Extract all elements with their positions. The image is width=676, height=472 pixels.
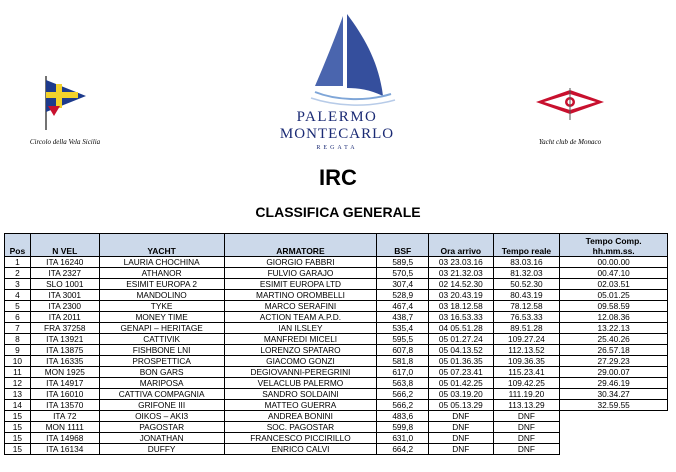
cell-pos: 9 <box>5 345 31 356</box>
cell-nvel: ITA 2327 <box>30 268 99 279</box>
cell-bsf: 535,4 <box>377 323 429 334</box>
cell-comp: 09.58.59 <box>560 301 668 312</box>
cell-yacht: ATHANOR <box>99 268 224 279</box>
cell-comp: 00.00.00 <box>560 257 668 268</box>
cell-reale: 81.32.03 <box>493 268 560 279</box>
cell-nvel: ITA 3001 <box>30 290 99 301</box>
cell-yacht: PAGOSTAR <box>99 422 224 433</box>
table-row <box>5 444 668 455</box>
table-row <box>5 411 668 422</box>
cell-arrivo: DNF <box>429 433 494 444</box>
cell-armatore: VELACLUB PALERMO <box>224 378 377 389</box>
header-pos: Pos <box>5 234 31 257</box>
cell-comp: 32.59.55 <box>560 400 668 411</box>
cell-comp: 25.40.26 <box>560 334 668 345</box>
cell-armatore: GIACOMO GONZI <box>224 356 377 367</box>
cell-arrivo: 05 01.42.25 <box>429 378 494 389</box>
cell-nvel: ITA 72 <box>30 411 99 422</box>
cell-arrivo: 03 21.32.03 <box>429 268 494 279</box>
cell-reale: 78.12.58 <box>493 301 560 312</box>
cell-armatore: MANFREDI MICELI <box>224 334 377 345</box>
cell-armatore: DEGIOVANNI-PEREGRINI <box>224 367 377 378</box>
cell-pos: 15 <box>5 433 31 444</box>
yacht-club-monaco-burgee-icon <box>530 84 610 124</box>
cell-yacht: FISHBONE LNI <box>99 345 224 356</box>
cell-pos: 7 <box>5 323 31 334</box>
header-tempo-comp <box>560 234 668 257</box>
cell-arrivo: 05 04.13.52 <box>429 345 494 356</box>
cell-comp <box>560 444 668 455</box>
cell-nvel: ITA 16240 <box>30 257 99 268</box>
cell-yacht: LAURIA CHOCHINA <box>99 257 224 268</box>
cell-armatore: FRANCESCO PICCIRILLO <box>224 433 377 444</box>
cell-comp: 05.01.25 <box>560 290 668 301</box>
cell-bsf: 599,8 <box>377 422 429 433</box>
cell-pos: 12 <box>5 378 31 389</box>
cell-bsf: 438,7 <box>377 312 429 323</box>
cell-arrivo: DNF <box>429 422 494 433</box>
cell-reale: 76.53.33 <box>493 312 560 323</box>
cell-arrivo: 02 14.52.30 <box>429 279 494 290</box>
page-subtitle: CLASSIFICA GENERALE <box>255 204 421 220</box>
cell-pos: 15 <box>5 444 31 455</box>
cell-bsf: 467,4 <box>377 301 429 312</box>
header-tempo-reale: Tempo reale <box>493 234 560 257</box>
cell-yacht: TYKE <box>99 301 224 312</box>
header-tempo-comp-line1: Tempo Comp. <box>585 236 642 246</box>
table-row <box>5 367 668 378</box>
left-logo-caption: Circolo della Vela Sicilia <box>29 138 101 146</box>
cell-armatore: FULVIO GARAJO <box>224 268 377 279</box>
cell-yacht: ESIMIT EUROPA 2 <box>99 279 224 290</box>
cell-pos: 8 <box>5 334 31 345</box>
header-bsf: BSF <box>377 234 429 257</box>
cell-comp <box>560 422 668 433</box>
cell-pos: 10 <box>5 356 31 367</box>
cell-armatore: SOC. PAGOSTAR <box>224 422 377 433</box>
cell-arrivo: 05 03.19.20 <box>429 389 494 400</box>
table-row <box>5 389 668 400</box>
cell-comp: 02.03.51 <box>560 279 668 290</box>
cell-arrivo: 04 05.51.28 <box>429 323 494 334</box>
cell-comp: 26.57.18 <box>560 345 668 356</box>
cell-bsf: 607,8 <box>377 345 429 356</box>
cell-reale: 115.23.41 <box>493 367 560 378</box>
cell-reale: 112.13.52 <box>493 345 560 356</box>
cell-nvel: ITA 2011 <box>30 312 99 323</box>
cell-bsf: 664,2 <box>377 444 429 455</box>
cell-arrivo: DNF <box>429 411 494 422</box>
table-row <box>5 422 668 433</box>
cell-bsf: 595,5 <box>377 334 429 345</box>
logo-line-palermo: PALERMO <box>296 109 378 125</box>
header-ora-arrivo: Ora arrivo <box>429 234 494 257</box>
cell-yacht: BON GARS <box>99 367 224 378</box>
cell-comp: 12.08.36 <box>560 312 668 323</box>
cell-pos: 15 <box>5 422 31 433</box>
cell-yacht: CATTIVIK <box>99 334 224 345</box>
cell-armatore: MARCO SERAFINI <box>224 301 377 312</box>
cell-armatore: SANDRO SOLDAINI <box>224 389 377 400</box>
cell-yacht: GENAPI – HERITAGE <box>99 323 224 334</box>
cell-arrivo: 03 20.43.19 <box>429 290 494 301</box>
cell-armatore: ESIMIT EUROPA LTD <box>224 279 377 290</box>
cell-comp: 27.29.23 <box>560 356 668 367</box>
cell-bsf: 563,8 <box>377 378 429 389</box>
table-row <box>5 279 668 290</box>
cell-arrivo: DNF <box>429 444 494 455</box>
cell-bsf: 307,4 <box>377 279 429 290</box>
cell-bsf: 617,0 <box>377 367 429 378</box>
cell-pos: 1 <box>5 257 31 268</box>
cell-nvel: ITA 13875 <box>30 345 99 356</box>
cell-bsf: 566,2 <box>377 400 429 411</box>
cell-yacht: OIKOS – AKI3 <box>99 411 224 422</box>
cell-nvel: ITA 16010 <box>30 389 99 400</box>
cell-arrivo: 05 07.23.41 <box>429 367 494 378</box>
cell-arrivo: 05 01.27.24 <box>429 334 494 345</box>
page-title: IRC <box>319 165 357 190</box>
cell-armatore: LORENZO SPATARO <box>224 345 377 356</box>
header-armatore: ARMATORE <box>224 234 377 257</box>
table-row <box>5 257 668 268</box>
cell-reale: 80.43.19 <box>493 290 560 301</box>
cell-comp: 29.46.19 <box>560 378 668 389</box>
cell-armatore: ANDREA BONINI <box>224 411 377 422</box>
cell-armatore: MARTINO OROMBELLI <box>224 290 377 301</box>
table-row <box>5 334 668 345</box>
results-table <box>4 233 668 455</box>
cell-pos: 4 <box>5 290 31 301</box>
cell-nvel: SLO 1001 <box>30 279 99 290</box>
cell-nvel: ITA 13921 <box>30 334 99 345</box>
cell-bsf: 570,5 <box>377 268 429 279</box>
logo-line-montecarlo: MONTECARLO <box>279 126 395 142</box>
table-row <box>5 323 668 334</box>
cell-yacht: CATTIVA COMPAGNIA <box>99 389 224 400</box>
table-header-row <box>5 234 668 257</box>
cell-reale: 113.13.29 <box>493 400 560 411</box>
circolo-vela-sicilia-burgee-icon <box>38 72 90 132</box>
table-row <box>5 433 668 444</box>
cell-yacht: MARIPOSA <box>99 378 224 389</box>
table-row <box>5 301 668 312</box>
cell-armatore: MATTEO GUERRA <box>224 400 377 411</box>
cell-comp: 29.00.07 <box>560 367 668 378</box>
right-logo-caption: Yacht club de Monaco <box>538 138 602 146</box>
cell-bsf: 581,8 <box>377 356 429 367</box>
cell-nvel: MON 1111 <box>30 422 99 433</box>
cell-reale: DNF <box>493 444 560 455</box>
cell-reale: 109.27.24 <box>493 334 560 345</box>
cell-reale: DNF <box>493 433 560 444</box>
cell-reale: 109.36.35 <box>493 356 560 367</box>
cell-reale: 109.42.25 <box>493 378 560 389</box>
cell-reale: DNF <box>493 411 560 422</box>
table-row <box>5 268 668 279</box>
cell-pos: 5 <box>5 301 31 312</box>
cell-bsf: 528,9 <box>377 290 429 301</box>
cell-armatore: IAN ILSLEY <box>224 323 377 334</box>
cell-nvel: ITA 2300 <box>30 301 99 312</box>
cell-comp <box>560 411 668 422</box>
cell-comp: 13.22.13 <box>560 323 668 334</box>
cell-yacht: JONATHAN <box>99 433 224 444</box>
cell-nvel: MON 1925 <box>30 367 99 378</box>
cell-yacht: PROSPETTICA <box>99 356 224 367</box>
cell-reale: 111.19.20 <box>493 389 560 400</box>
cell-armatore: ACTION TEAM A.P.D. <box>224 312 377 323</box>
cell-nvel: ITA 16335 <box>30 356 99 367</box>
cell-comp: 30.34.27 <box>560 389 668 400</box>
cell-yacht: DUFFY <box>99 444 224 455</box>
cell-arrivo: 03 18.12.58 <box>429 301 494 312</box>
cell-yacht: MANDOLINO <box>99 290 224 301</box>
cell-nvel: ITA 14917 <box>30 378 99 389</box>
cell-yacht: GRIFONE III <box>99 400 224 411</box>
table-row <box>5 345 668 356</box>
cell-nvel: ITA 16134 <box>30 444 99 455</box>
logo-line-regata: REGATA <box>316 145 358 151</box>
cell-arrivo: 03 23.03.16 <box>429 257 494 268</box>
cell-bsf: 631,0 <box>377 433 429 444</box>
cell-arrivo: 03 16.53.33 <box>429 312 494 323</box>
header-nvel: N VEL <box>30 234 99 257</box>
cell-bsf: 589,5 <box>377 257 429 268</box>
cell-comp <box>560 433 668 444</box>
cell-bsf: 483,6 <box>377 411 429 422</box>
regatta-logo-text <box>262 80 412 151</box>
cell-pos: 11 <box>5 367 31 378</box>
cell-reale: 50.52.30 <box>493 279 560 290</box>
cell-armatore: ENRICO CALVI <box>224 444 377 455</box>
cell-comp: 00.47.10 <box>560 268 668 279</box>
cell-reale: 83.03.16 <box>493 257 560 268</box>
cell-pos: 3 <box>5 279 31 290</box>
header-yacht: YACHT <box>99 234 224 257</box>
table-row <box>5 290 668 301</box>
cell-pos: 13 <box>5 389 31 400</box>
cell-nvel: ITA 14968 <box>30 433 99 444</box>
header-tempo-comp-line2: hh.mm.ss. <box>592 246 635 256</box>
table-row <box>5 312 668 323</box>
cell-nvel: FRA 37258 <box>30 323 99 334</box>
cell-arrivo: 05 05.13.29 <box>429 400 494 411</box>
table-row <box>5 400 668 411</box>
cell-arrivo: 05 01.36.35 <box>429 356 494 367</box>
cell-reale: 89.51.28 <box>493 323 560 334</box>
cell-pos: 14 <box>5 400 31 411</box>
cell-pos: 2 <box>5 268 31 279</box>
cell-yacht: MONEY TIME <box>99 312 224 323</box>
cell-pos: 6 <box>5 312 31 323</box>
table-row <box>5 356 668 367</box>
cell-reale: DNF <box>493 422 560 433</box>
cell-armatore: GIORGIO FABBRI <box>224 257 377 268</box>
cell-pos: 15 <box>5 411 31 422</box>
cell-nvel: ITA 13570 <box>30 400 99 411</box>
table-row <box>5 378 668 389</box>
cell-bsf: 566,2 <box>377 389 429 400</box>
